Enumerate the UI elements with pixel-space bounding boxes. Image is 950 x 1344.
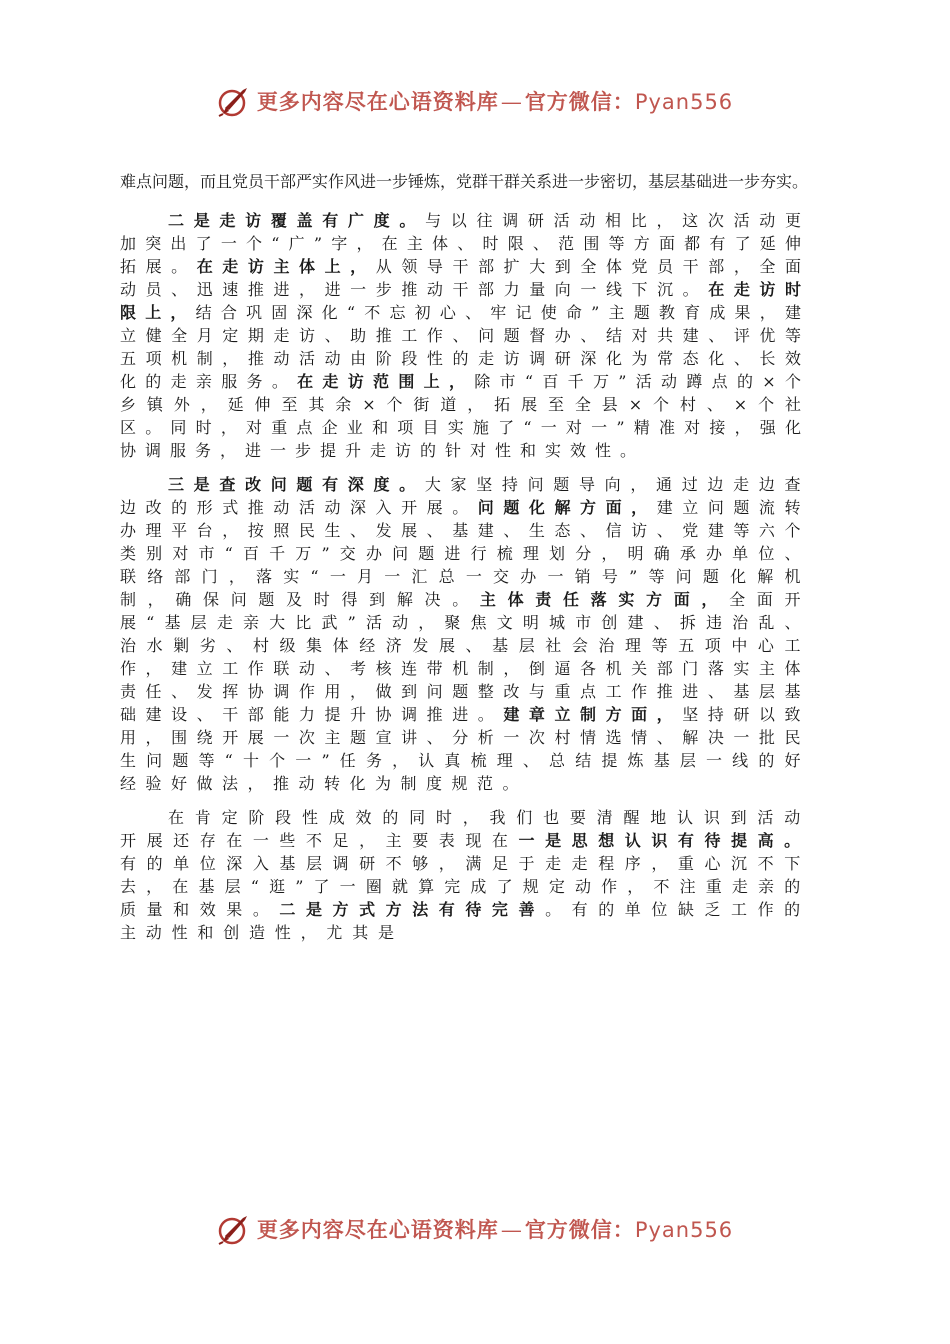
- banner-text: [257, 1214, 733, 1244]
- paragraph-visit-coverage: [120, 209, 810, 462]
- heading-visit-coverage: 二是走访覆盖有广度。: [168, 211, 426, 230]
- paragraph-shortcomings: [120, 806, 810, 944]
- text-segment: 有的单位深入基层调研不够，满足于走走程序，重心沉不下去，在基层“逛”了一圈就算完成了规定动作，不注重走亲的质量和效果。: [120, 854, 810, 919]
- banner-separator: —: [500, 90, 523, 114]
- subheading-problem-resolution: 问题化解方面，: [477, 498, 657, 517]
- banner-text: [257, 86, 733, 116]
- banner-wechat-id: Pyan556: [634, 1218, 734, 1242]
- banner-wechat-id: Pyan556: [634, 90, 734, 114]
- heading-problem-rectification: 三是查改问题有深度。: [168, 475, 425, 494]
- text-segment: 大家坚持问题导向，通过边走边查边改的形式推动活动深入开展。: [120, 475, 810, 517]
- text-segment: 结合巩固深化“不忘初心、牢记使命”主题教育成果，建立健全月定期走访、助推工作、问题督办、结对共建、评优等五项机制，推动活动由阶段性的走访调研深化为常态化、长效化的走亲服务。: [120, 303, 810, 391]
- footer-banner: [0, 1212, 950, 1246]
- banner-separator: —: [500, 1218, 523, 1242]
- text-segment: 与以往调研活动相比，这次活动更加突出了一个“广”字，在主体、时限、范围等方面都有了延伸拓展。: [120, 211, 810, 276]
- banner-slogan: 更多内容尽在心语资料库: [256, 1217, 499, 1242]
- subheading-visit-scope: 在走访范围上，: [297, 372, 475, 391]
- banner-wechat-label: 官方微信：: [524, 89, 635, 114]
- paragraph-problem-rectification: [120, 473, 810, 795]
- text-segment: 除市“百千万”活动蹲点的×个乡镇外，延伸至其余×个街道，拓展至全县×个村、×个社区。同时，对重点企业和项目实施了“一对一”精准对接，强化协调服务，进一步提升走访的针对性和实效性。: [120, 372, 810, 460]
- text-segment: 建立问题流转办理平台，按照民生、发展、基建、生态、信访、党建等六个类别对市“百千万”交办问题进行梳理划分，明确承办单位、联络部门，落实“一月一汇总一交办一销号”等问题化解机制，确保问题及时得到解决。: [120, 498, 810, 609]
- subheading-visit-period: 在走访时限上，: [120, 280, 810, 322]
- subheading-institution-building: 建章立制方面，: [503, 705, 683, 724]
- header-banner: [0, 84, 950, 118]
- text-segment: 。有的单位缺乏工作的主动性和创造性，尤其是: [120, 900, 810, 942]
- document-body: [120, 170, 810, 955]
- text-segment: 全面开展“基层走亲大比武”活动，聚焦文明城市创建、拆违治乱、治水剿劣、村级集体经济发展、基层社会治理等五项中心工作，建立工作联动、考核连带机制，倒逼各机关部门落实主体责任、发挥协调作用，做到问题整改与重点工作推进、基层基础建设、干部能力提升协调推进。: [120, 590, 810, 724]
- paragraph-continued: 难点问题，而且党员干部严实作风进一步锤炼，党群干群关系进一步密切，基层基础进一步夯实。: [120, 172, 809, 191]
- quill-seal-icon: [217, 1212, 251, 1246]
- heading-ideological-awareness: 一是思想认识有待提高。: [518, 831, 810, 850]
- text-segment: 坚持研以致用，围绕开展一次主题宣讲、分析一次村情选情、解决一批民生问题等“十个一”任务，认真梳理、总结提炼基层一线的好经验好做法，推动转化为制度规范。: [120, 705, 810, 793]
- subheading-visit-subject: 在走访主体上，: [196, 257, 376, 276]
- text-segment: 在肯定阶段性成效的同时，我们也要清醒地认识到活动开展还存在一些不足，主要表现在: [120, 808, 810, 850]
- subheading-responsibility: 主体责任落实方面，: [479, 590, 730, 609]
- quill-seal-icon: [217, 84, 251, 118]
- text-segment: 从领导干部扩大到全体党员干部，全面动员、迅速推进，进一步推动干部力量向一线下沉。: [120, 257, 810, 299]
- banner-wechat-label: 官方微信：: [524, 1217, 635, 1242]
- banner-slogan: 更多内容尽在心语资料库: [256, 89, 499, 114]
- heading-methods: 二是方式方法有待完善: [279, 900, 546, 919]
